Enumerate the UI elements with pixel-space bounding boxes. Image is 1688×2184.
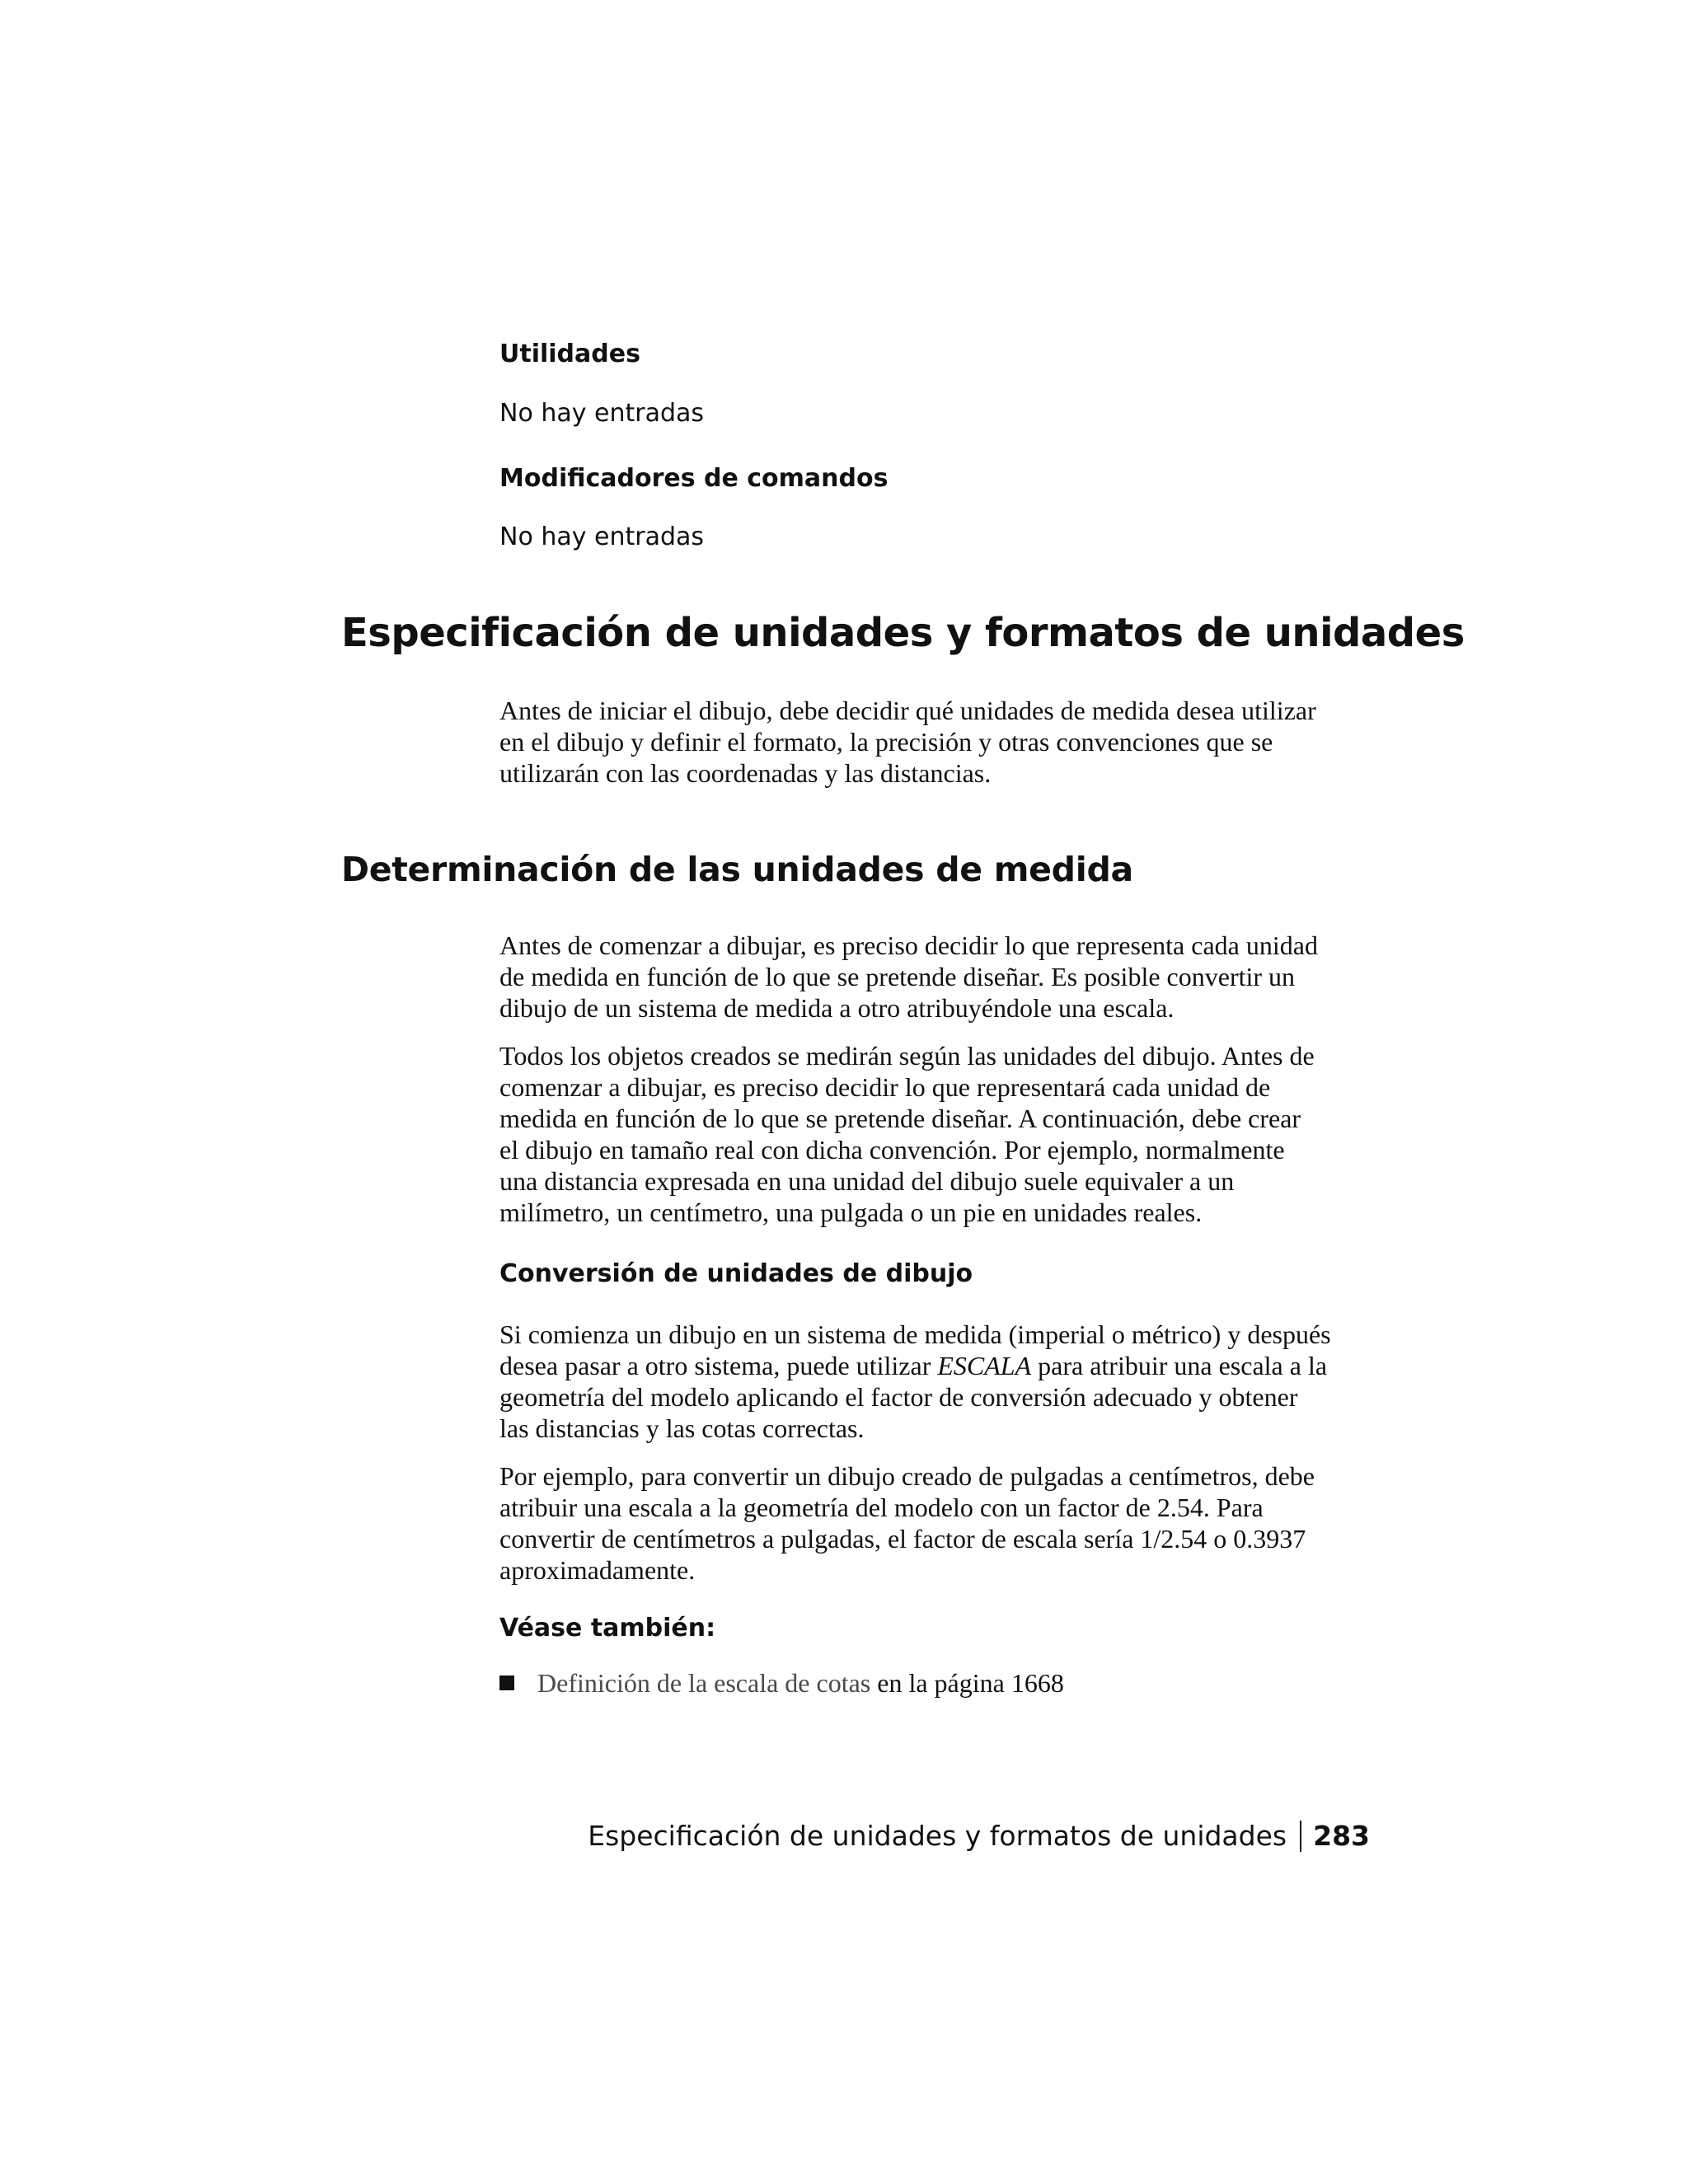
paragraph-line: el dibujo en tamaño real con dicha convención. Por ejemplo, normalmente [499, 1135, 1285, 1165]
paragraph-line: atribuir una escala a la geometría del modelo con un factor de 2.54. Para [499, 1493, 1264, 1522]
paragraph-line: Antes de comenzar a dibujar, es preciso decidir lo que representa cada unidad [499, 930, 1318, 960]
paragraph-line: convertir de centímetros a pulgadas, el factor de escala sería 1/2.54 o 0.3937 [499, 1524, 1306, 1554]
paragraph-line: dibujo de un sistema de medida a otro atribuyéndole una escala. [499, 993, 1175, 1023]
paragraph-3 [499, 1319, 1373, 1444]
scale-definition-link[interactable]: Definición de la escala de cotas [537, 1667, 871, 1698]
modificadores-heading: Modificadores de comandos [499, 464, 889, 493]
paragraph-line: medida en función de lo que se pretende diseñar. A continuación, debe crear [499, 1104, 1301, 1133]
paragraph-line: una distancia expresada en una unidad del dibujo suele equivaler a un [499, 1166, 1235, 1196]
footer-title: Especificación de unidades y formatos de unidades [588, 1820, 1287, 1852]
paragraph-line: aproximadamente. [499, 1555, 696, 1585]
utilidades-text: No hay entradas [499, 399, 705, 428]
intro-line: Antes de iniciar el dibujo, debe decidir qué unidades de medida desea utilizar [499, 696, 1316, 725]
intro-paragraph [499, 695, 1373, 789]
see-also-heading: Véase también: [499, 1614, 716, 1643]
paragraph-text: para atribuir una escala a la [1031, 1351, 1328, 1380]
paragraph-line: Por ejemplo, para convertir un dibujo creado de pulgadas a centímetros, debe [499, 1461, 1315, 1491]
paragraph-4 [499, 1460, 1373, 1586]
main-heading: Especificación de unidades y formatos de unidades [341, 610, 1465, 656]
conversion-heading: Conversión de unidades de dibujo [499, 1259, 973, 1288]
intro-line: utilizarán con las coordenadas y las distancias. [499, 758, 992, 788]
paragraph-2 [499, 1040, 1373, 1228]
paragraph-text: desea pasar a otro sistema, puede utilizar [499, 1351, 938, 1380]
paragraph-1 [499, 930, 1373, 1024]
intro-line: en el dibujo y definir el formato, la precisión y otras convenciones que se [499, 727, 1273, 757]
see-also-item [499, 1666, 1064, 1699]
paragraph-line: geometría del modelo aplicando el factor de conversión adecuado y obtener [499, 1382, 1298, 1412]
paragraph-line: comenzar a dibujar, es preciso decidir lo que representará cada unidad de [499, 1072, 1271, 1102]
page-number: 283 [1313, 1820, 1370, 1852]
paragraph-line: las distancias y las cotas correctas. [499, 1413, 865, 1443]
bullet-square-icon [499, 1675, 514, 1690]
paragraph-line: Si comienza un dibujo en un sistema de medida (imperial o métrico) y después [499, 1319, 1331, 1349]
paragraph-line: milímetro, un centímetro, una pulgada o un pie en unidades reales. [499, 1197, 1203, 1227]
page-reference: en la página 1668 [870, 1667, 1064, 1698]
command-name: ESCALA [937, 1351, 1032, 1380]
page-footer [588, 1820, 1370, 1853]
sub-heading: Determinación de las unidades de medida [341, 850, 1133, 889]
utilidades-heading: Utilidades [499, 340, 640, 368]
modificadores-text: No hay entradas [499, 523, 705, 551]
footer-divider [1300, 1821, 1301, 1852]
paragraph-line [499, 1350, 1373, 1381]
paragraph-line: de medida en función de lo que se pretende diseñar. Es posible convertir un [499, 962, 1296, 991]
paragraph-line: Todos los objetos creados se medirán según las unidades del dibujo. Antes de [499, 1041, 1315, 1071]
